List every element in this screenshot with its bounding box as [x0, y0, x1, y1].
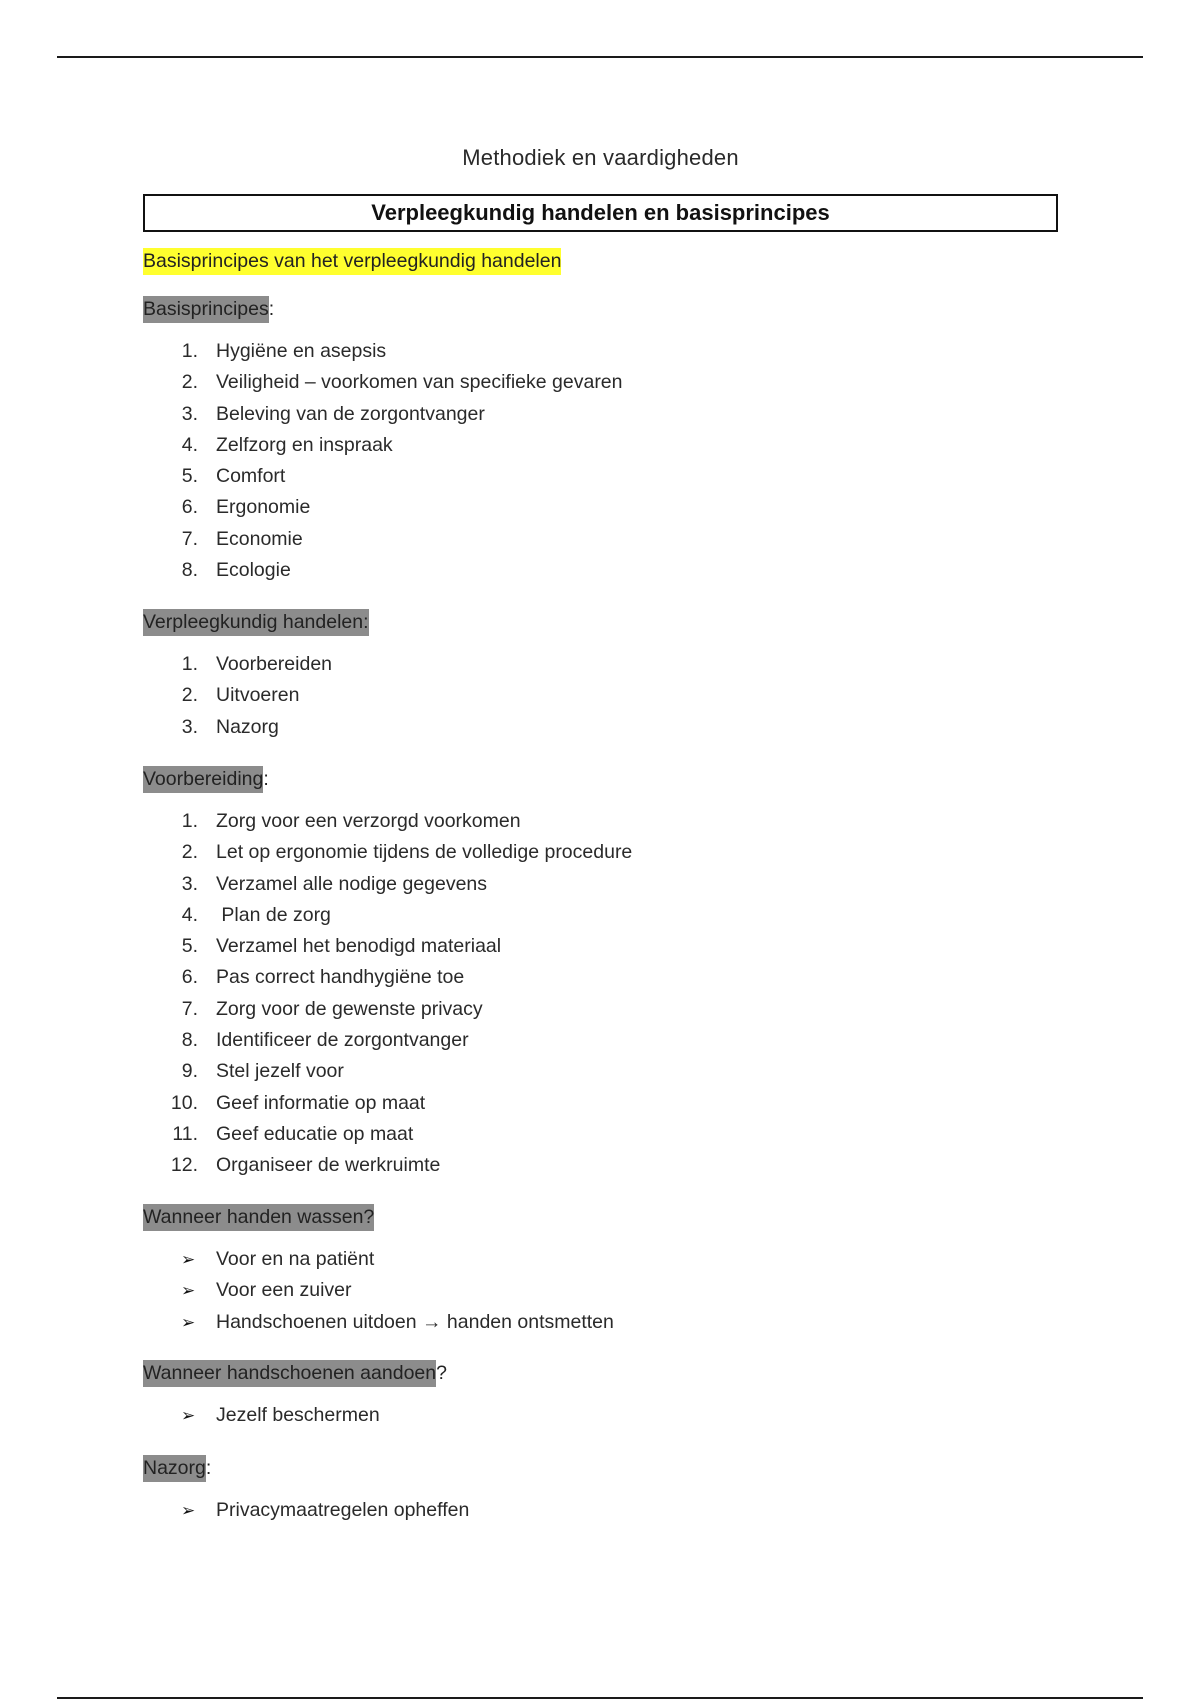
section-title: Verpleegkundig handelen en basisprincipes — [371, 200, 830, 225]
heading-label: Verpleegkundig handelen: — [143, 609, 369, 636]
item-text: Voor een zuiver — [216, 1279, 352, 1302]
heading-label: Voorbereiding — [143, 766, 263, 793]
item-number: 8. — [181, 1029, 198, 1052]
heading-handschoenen — [143, 1362, 447, 1385]
document-title: Methodiek en vaardigheden — [462, 145, 739, 170]
heading-label: Wanneer handschoenen aandoen — [143, 1360, 436, 1387]
heading-label: Wanneer handen wassen? — [143, 1204, 374, 1231]
arrowhead-bullet-icon: ➢ — [181, 1406, 196, 1425]
bottom-rule — [57, 1697, 1143, 1699]
item-text: Pas correct handhygiëne toe — [216, 966, 465, 989]
subheading — [143, 250, 561, 273]
heading-suffix: : — [268, 298, 275, 320]
item-text: Ecologie — [216, 559, 291, 582]
item-text: Voorbereiden — [216, 653, 333, 675]
item-number: 8. — [181, 559, 198, 582]
heading-suffix: : — [205, 1457, 212, 1479]
item-text: Beleving van de zorgontvanger — [216, 402, 485, 425]
item-text: Jezelf beschermen — [216, 1404, 380, 1426]
item-number: 10. — [170, 1091, 198, 1114]
item-text: Verzamel alle nodige gegevens — [216, 872, 488, 895]
item-number: 4. — [181, 433, 198, 456]
arrowhead-bullet-icon: ➢ — [181, 1501, 196, 1520]
item-text: Let op ergonomie tijdens de volledige procedure — [216, 841, 633, 864]
item-number: 11. — [172, 1122, 198, 1145]
item-number: 3. — [181, 872, 198, 895]
item-number: 2. — [181, 841, 198, 864]
item-number: 4. — [181, 903, 198, 926]
item-text: Geef educatie op maat — [216, 1122, 414, 1145]
item-text: Identificeer de zorgontvanger — [216, 1029, 469, 1052]
item-number: 9. — [181, 1060, 198, 1083]
item-number: 6. — [181, 966, 198, 989]
item-text: Privacymaatregelen opheffen — [216, 1499, 470, 1521]
heading-handen-wassen — [143, 1206, 374, 1229]
item-number: 1. — [181, 653, 198, 675]
item-number: 1. — [181, 810, 198, 832]
item-number: 2. — [181, 371, 198, 394]
item-number: 6. — [181, 496, 198, 519]
item-number: 1. — [181, 340, 198, 362]
item-text: Zelfzorg en inspraak — [216, 433, 393, 456]
heading-label: Nazorg — [143, 1455, 206, 1482]
heading-nazorg — [143, 1457, 211, 1480]
item-text: Verzamel het benodigd materiaal — [216, 935, 502, 958]
section-title-box — [143, 194, 1058, 232]
item-text: Zorg voor de gewenste privacy — [216, 997, 483, 1020]
item-text: Nazorg — [216, 715, 279, 738]
heading-suffix: ? — [436, 1362, 447, 1384]
item-text: Handschoenen uitdoen → handen ontsmetten — [216, 1310, 614, 1333]
item-number: 5. — [181, 935, 198, 958]
item-text: Veiligheid – voorkomen van specifieke gevaren — [216, 371, 623, 394]
heading-label: Basisprincipes — [143, 296, 269, 323]
item-text: Plan de zorg — [216, 903, 331, 926]
top-rule — [57, 56, 1143, 58]
item-number: 2. — [181, 684, 198, 707]
item-text: Comfort — [216, 465, 286, 488]
item-text: Uitvoeren — [216, 684, 300, 707]
heading-voorbereiding — [143, 768, 269, 791]
item-number: 3. — [181, 715, 198, 738]
item-number: 5. — [181, 465, 198, 488]
item-number: 7. — [181, 527, 198, 550]
item-text: Ergonomie — [216, 496, 311, 519]
item-text: Economie — [216, 527, 303, 550]
heading-verpleegkundig-handelen — [143, 611, 369, 634]
heading-basisprincipes — [143, 298, 274, 321]
arrowhead-bullet-icon: ➢ — [181, 1250, 196, 1269]
heading-suffix: : — [263, 768, 269, 790]
item-text: Hygiëne en asepsis — [216, 340, 387, 362]
arrowhead-bullet-icon: ➢ — [181, 1312, 196, 1332]
item-text: Stel jezelf voor — [216, 1060, 344, 1083]
item-number: 12. — [170, 1154, 198, 1177]
item-text: Organiseer de werkruimte — [216, 1154, 441, 1177]
item-text: Zorg voor een verzorgd voorkomen — [216, 810, 521, 832]
item-text: Voor en na patiënt — [216, 1248, 375, 1270]
arrowhead-bullet-icon: ➢ — [181, 1281, 196, 1301]
item-number: 3. — [181, 402, 198, 425]
item-text: Geef informatie op maat — [216, 1091, 426, 1114]
item-number: 7. — [181, 997, 198, 1020]
subheading-text: Basisprincipes van het verpleegkundig handelen — [143, 248, 561, 275]
